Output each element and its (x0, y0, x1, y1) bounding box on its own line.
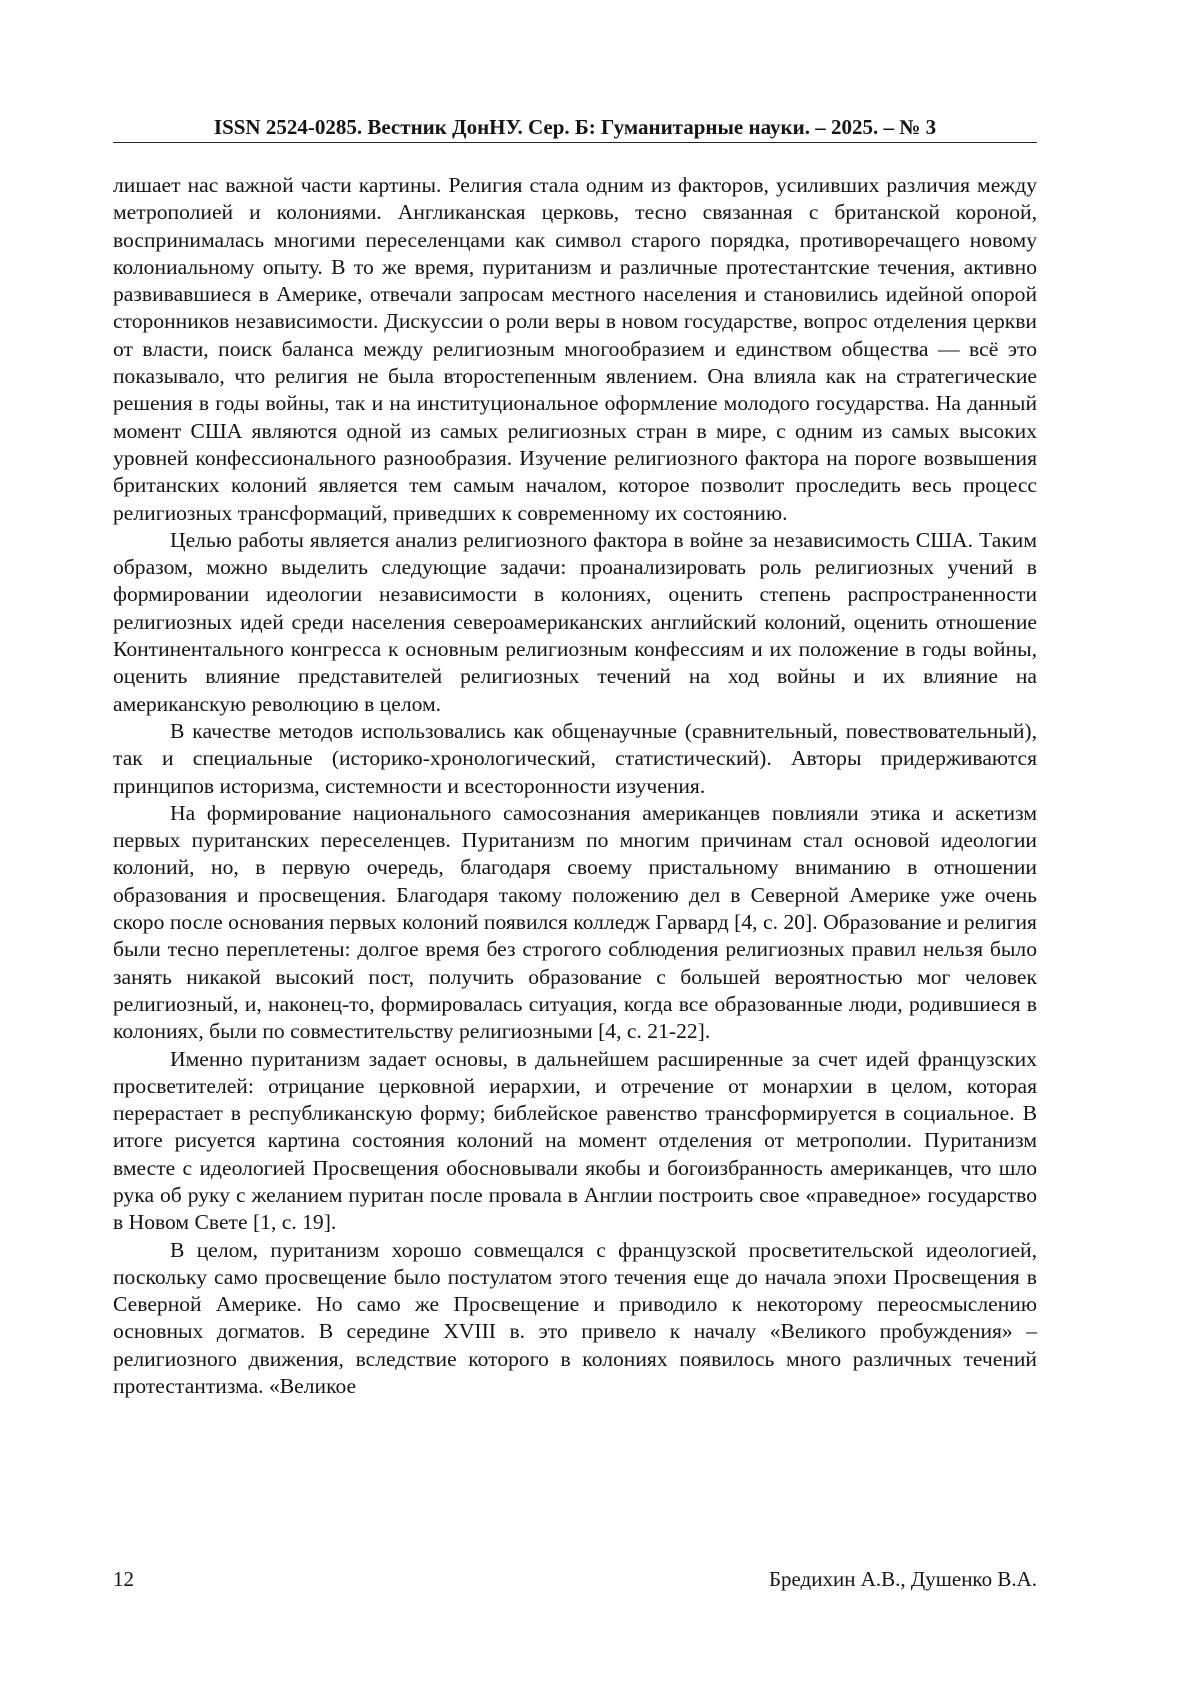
paragraph-aim: Целью работы является анализ религиозного фактора в войне за независимость США. Таким образом, можно выделить следующие задачи: проанализировать роль религиозных учений в формировании идеологии независимости в колониях, оценить степень распространенности религиозных идей среди населения североамериканских английский колоний, оценить отношение Континентального конгресса к основным религиозным конфессиям и их положение в годы войны, оценить влияние представителей религиозных течений на ход войны и их влияние на американскую революцию в целом. (113, 527, 1037, 716)
paragraph-enlightenment: В целом, пуританизм хорошо совмещался с французской просветительской идеологией, поскольку само просвещение было постулатом этого течения еще до начала эпохи Просвещения в Северной Америке. Но само же Просвещение и приводило к некоторому переосмыслению основных догматов. В середине XVIII в. это привело к началу «Великого пробуждения» – религиозного движения, вследствие которого в колониях появилось много различных течений протестантизма. «Великое (113, 1237, 1037, 1399)
header-rule (113, 142, 1037, 143)
paragraph-puritan-ethics: На формирование национального самосознания американцев повлияли этика и аскетизм первых пуританских переселенцев. Пуританизм по многим причинам стал основой идеологии колоний, но, в первую очередь, благодаря своему пристальному вниманию в отношении образования и просвещения. Благодаря такому положению дел в Северной Америке уже очень скоро после основания первых колоний появился колледж Гарвард [4, с. 20]. Образование и религия были тесно переплетены: долгое время без строгого соблюдения религиозных правил нельзя было занять никакой высокий пост, получить образование с большей вероятностью мог человек религиозный, и, наконец-то, формировалась ситуация, когда все образованные люди, родившиеся в колониях, были по совместительству религиозными [4, с. 21-22]. (113, 800, 1037, 1044)
footer-authors: Бредихин А.В., Душенко В.А. (768, 1567, 1037, 1591)
article-body (113, 172, 1037, 1400)
paragraph-puritan-foundations: Именно пуританизм задает основы, в дальнейшем расширенные за счет идей французских просветителей: отрицание церковной иерархии, и отречение от монархии в целом, которая перерастает в республиканскую форму; библейское равенство трансформируется в социальное. В итоге рисуется картина состояния колоний на момент отделения от метрополии. Пуританизм вместе с идеологией Просвещения обосновывали якобы и богоизбранность американцев, что шло рука об руку с желанием пуритан после провала в Англии построить свое «праведное» государство в Новом Свете [1, с. 19]. (113, 1046, 1037, 1235)
running-header: ISSN 2524-0285. Вестник ДонНУ. Сер. Б: Гуманитарные науки. – 2025. – № 3 (213, 115, 937, 139)
paragraph-continuation: лишает нас важной части картины. Религия стала одним из факторов, усиливших различия между метрополией и колониями. Англиканская церковь, тесно связанная с британской короной, воспринималась многими переселенцами как символ старого порядка, противоречащего новому колониальному опыту. В то же время, пуританизм и различные протестантские течения, активно развивавшиеся в Америке, отвечали запросам местного населения и становились идейной опорой сторонников независимости. Дискуссии о роли веры в новом государстве, вопрос отделения церкви от власти, поиск баланса между религиозным многообразием и единством общества — всё это показывало, что религия не была второстепенным явлением. Она влияла как на стратегические решения в годы войны, так и на институциональное оформление молодого государства. На данный момент США являются одной из самых религиозных стран в мире, с одним из самых высоких уровней конфессионального разнообразия. Изучение религиозного фактора на пороге возвышения британских колоний является тем самым началом, которое позволит проследить весь процесс религиозных трансформаций, приведших к современному их состоянию. (113, 173, 1037, 525)
page-number: 12 (113, 1567, 134, 1591)
paragraph-methods: В качестве методов использовались как общенаучные (сравнительный, повествовательный), так и специальные (историко-хронологический, статистический). Авторы придерживаются принципов историзма, системности и всесторонности изучения. (113, 718, 1037, 798)
